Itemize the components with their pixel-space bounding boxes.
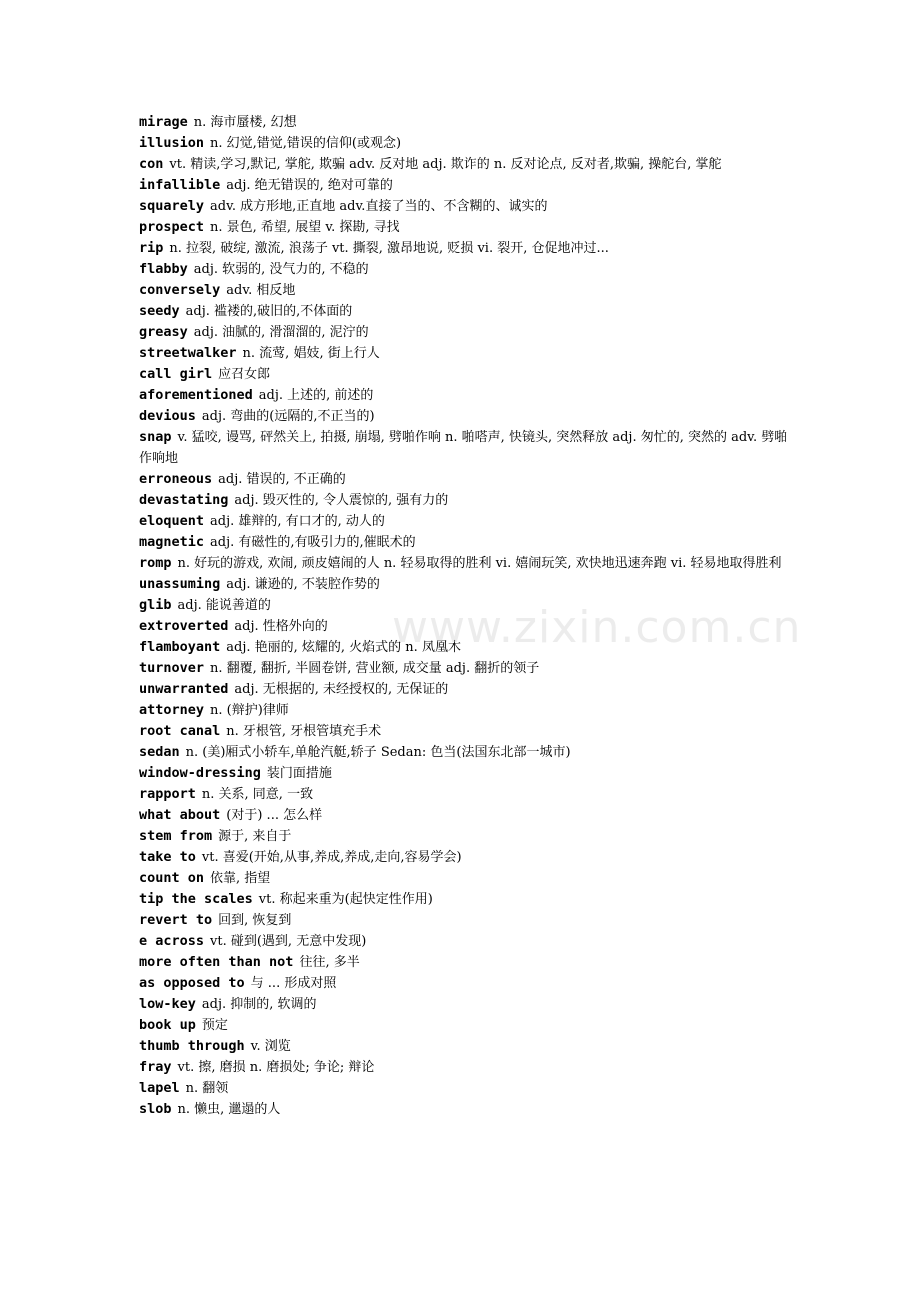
vocab-term: flamboyant <box>139 639 221 655</box>
vocab-term: conversely <box>139 282 221 298</box>
vocab-term: devastating <box>139 492 229 508</box>
vocab-entry <box>139 175 793 196</box>
vocab-entry <box>139 973 793 994</box>
vocab-term: window-dressing <box>139 765 261 781</box>
vocab-term: unassuming <box>139 576 221 592</box>
vocab-definition: vt. 擦, 磨损 n. 磨损处; 争论; 辩论 <box>177 1060 375 1075</box>
vocab-term: eloquent <box>139 513 205 529</box>
vocab-definition: adv. 成方形地,正直地 adv.直接了当的、不含糊的、诚实的 <box>210 199 548 214</box>
vocab-term: infallible <box>139 177 221 193</box>
vocab-term: magnetic <box>139 534 205 550</box>
vocab-term: low-key <box>139 996 196 1012</box>
vocab-term: slob <box>139 1101 172 1117</box>
vocab-term: erroneous <box>139 471 213 487</box>
vocab-definition: adj. 无根据的, 未经授权的, 无保证的 <box>234 682 449 697</box>
vocab-entry <box>139 931 793 952</box>
watermark: www.zixin.com.cn <box>392 602 802 653</box>
vocab-entry <box>139 427 793 469</box>
vocab-definition: adj. 弯曲的(远隔的,不正当的) <box>201 409 375 424</box>
vocab-definition: n. 幻觉,错觉,错误的信仰(或观念) <box>210 136 402 151</box>
vocab-entry <box>139 889 793 910</box>
vocab-entry <box>139 952 793 973</box>
vocab-term: book up <box>139 1017 196 1033</box>
vocab-entry <box>139 847 793 868</box>
vocab-definition: adj. 能说善道的 <box>177 598 271 613</box>
vocab-definition: adj. 油腻的, 滑溜溜的, 泥泞的 <box>193 325 369 340</box>
vocab-term: rip <box>139 240 164 256</box>
vocab-entry <box>139 826 793 847</box>
vocab-entry <box>139 238 793 259</box>
vocab-term: what about <box>139 807 221 823</box>
vocab-definition: vt. 碰到(遇到, 无意中发现) <box>210 934 367 949</box>
vocab-definition: 回到, 恢复到 <box>218 913 292 928</box>
vocab-definition: adj. 褴褛的,破旧的,不体面的 <box>185 304 353 319</box>
vocab-definition: adj. 软弱的, 没气力的, 不稳的 <box>193 262 369 277</box>
vocab-definition: n. 懒虫, 邋遢的人 <box>177 1102 281 1117</box>
vocab-term: as opposed to <box>139 975 245 991</box>
vocab-definition: n. 海市蜃楼, 幻想 <box>193 115 297 130</box>
vocab-term: turnover <box>139 660 205 676</box>
vocab-term: flabby <box>139 261 188 277</box>
vocab-entry <box>139 511 793 532</box>
vocab-entry <box>139 364 793 385</box>
vocab-definition: 依靠, 指望 <box>210 871 271 886</box>
vocab-definition: adj. 绝无错误的, 绝对可靠的 <box>226 178 393 193</box>
vocab-definition: n. 流莺, 娼妓, 街上行人 <box>242 346 380 361</box>
vocab-term: tip the scales <box>139 891 253 907</box>
vocab-term: seedy <box>139 303 180 319</box>
vocab-definition: v. 猛咬, 谩骂, 砰然关上, 拍摄, 崩塌, 劈啪作响 n. 啪嗒声, 快镜头, 突然释放 adj. 匆忙的, 突然的 adv. 劈啪作响地 <box>139 430 788 466</box>
vocab-entry <box>139 1036 793 1057</box>
vocab-term: count on <box>139 870 205 886</box>
vocab-entry <box>139 196 793 217</box>
vocab-term: aforementioned <box>139 387 253 403</box>
vocab-entry <box>139 280 793 301</box>
vocab-term: devious <box>139 408 196 424</box>
vocab-entry <box>139 805 793 826</box>
vocab-term: lapel <box>139 1080 180 1096</box>
vocab-term: extroverted <box>139 618 229 634</box>
vocab-entry <box>139 679 793 700</box>
vocab-entry <box>139 532 793 553</box>
vocab-entry <box>139 637 793 658</box>
vocab-definition: n. (辩护)律师 <box>210 703 289 718</box>
vocab-definition: n. 牙根管, 牙根管填充手术 <box>226 724 382 739</box>
vocab-term: illusion <box>139 135 205 151</box>
vocab-entry <box>139 490 793 511</box>
vocab-term: call girl <box>139 366 213 382</box>
vocab-definition: adj. 性格外向的 <box>234 619 328 634</box>
vocab-definition: n. 好玩的游戏, 欢闹, 顽皮嬉闹的人 n. 轻易取得的胜利 vi. 嬉闹玩笑, 欢快地迅速奔跑 vi. 轻易地取得胜利 <box>177 556 782 571</box>
vocab-term: squarely <box>139 198 205 214</box>
vocab-entry <box>139 1057 793 1078</box>
vocab-term: prospect <box>139 219 205 235</box>
vocab-entry <box>139 868 793 889</box>
vocab-entry <box>139 553 793 574</box>
vocab-definition: 装门面措施 <box>266 766 332 781</box>
vocab-definition: adj. 雄辩的, 有口才的, 动人的 <box>210 514 385 529</box>
vocab-entry <box>139 217 793 238</box>
vocab-definition: n. 拉裂, 破绽, 激流, 浪荡子 vt. 撕裂, 激昂地说, 贬损 vi. 裂开, 仓促地冲过... <box>169 241 609 256</box>
vocab-term: greasy <box>139 324 188 340</box>
vocab-entry <box>139 616 793 637</box>
vocab-definition: vt. 喜爱(开始,从事,养成,养成,走向,容易学会) <box>201 850 462 865</box>
vocab-term: fray <box>139 1059 172 1075</box>
vocab-definition: vt. 称起来重为(起快定性作用) <box>258 892 433 907</box>
vocab-term: romp <box>139 555 172 571</box>
vocab-entry <box>139 784 793 805</box>
vocab-term: thumb through <box>139 1038 245 1054</box>
vocab-entry <box>139 1015 793 1036</box>
vocab-term: con <box>139 156 164 172</box>
vocab-term: glib <box>139 597 172 613</box>
vocab-term: sedan <box>139 744 180 760</box>
vocab-term: streetwalker <box>139 345 237 361</box>
vocab-entry <box>139 910 793 931</box>
vocab-definition: adj. 谦逊的, 不装腔作势的 <box>226 577 380 592</box>
vocab-definition: n. 关系, 同意, 一致 <box>201 787 314 802</box>
vocab-entry <box>139 595 793 616</box>
vocab-definition: (对于) ... 怎么样 <box>226 808 323 823</box>
vocab-term: snap <box>139 429 172 445</box>
vocab-definition: n. 景色, 希望, 展望 v. 探勘, 寻找 <box>210 220 400 235</box>
vocab-definition: adj. 抑制的, 软调的 <box>201 997 317 1012</box>
vocab-definition: adv. 相反地 <box>226 283 296 298</box>
vocab-definition: adj. 错误的, 不正确的 <box>218 472 346 487</box>
vocab-term: mirage <box>139 114 188 130</box>
vocab-entry <box>139 112 793 133</box>
vocab-entry <box>139 763 793 784</box>
vocab-definition: vt. 精读,学习,默记, 掌舵, 欺骗 adv. 反对地 adj. 欺诈的 n. 反对论点, 反对者,欺骗, 操舵台, 掌舵 <box>169 157 722 172</box>
vocabulary-list <box>139 112 793 1120</box>
vocab-definition: n. (美)厢式小轿车,单舱汽艇,轿子 Sedan: 色当(法国东北部一城市) <box>185 745 571 760</box>
vocab-entry <box>139 322 793 343</box>
vocab-definition: n. 翻覆, 翻折, 半圆卷饼, 营业额, 成交量 adj. 翻折的领子 <box>210 661 540 676</box>
vocab-entry <box>139 721 793 742</box>
vocab-definition: 往往, 多半 <box>299 955 360 970</box>
vocab-definition: adj. 艳丽的, 炫耀的, 火焰式的 n. 凤凰木 <box>226 640 461 655</box>
vocab-term: attorney <box>139 702 205 718</box>
vocab-definition: v. 浏览 <box>250 1039 291 1054</box>
vocab-entry <box>139 994 793 1015</box>
vocab-entry <box>139 1099 793 1120</box>
vocab-entry <box>139 154 793 175</box>
vocab-term: rapport <box>139 786 196 802</box>
vocab-entry <box>139 343 793 364</box>
vocab-definition: n. 翻领 <box>185 1081 229 1096</box>
vocab-entry <box>139 385 793 406</box>
vocab-definition: 与 ... 形成对照 <box>250 976 337 991</box>
vocab-definition: adj. 上述的, 前述的 <box>258 388 374 403</box>
vocab-term: stem from <box>139 828 213 844</box>
vocab-term: unwarranted <box>139 681 229 697</box>
vocab-entry <box>139 406 793 427</box>
vocab-term: root canal <box>139 723 221 739</box>
vocab-entry <box>139 259 793 280</box>
vocab-entry <box>139 574 793 595</box>
vocab-entry <box>139 469 793 490</box>
vocab-term: take to <box>139 849 196 865</box>
vocab-definition: 应召女郎 <box>218 367 271 382</box>
vocab-term: revert to <box>139 912 213 928</box>
vocab-definition: adj. 有磁性的,有吸引力的,催眠术的 <box>210 535 416 550</box>
vocab-entry <box>139 742 793 763</box>
vocab-entry <box>139 133 793 154</box>
vocab-entry <box>139 700 793 721</box>
vocab-definition: 预定 <box>201 1018 228 1033</box>
vocab-definition: 源于, 来自于 <box>218 829 292 844</box>
vocab-term: more often than not <box>139 954 294 970</box>
vocab-entry <box>139 301 793 322</box>
vocab-definition: adj. 毁灭性的, 令人震惊的, 强有力的 <box>234 493 449 508</box>
vocab-term: e across <box>139 933 205 949</box>
vocab-entry <box>139 1078 793 1099</box>
vocab-entry <box>139 658 793 679</box>
